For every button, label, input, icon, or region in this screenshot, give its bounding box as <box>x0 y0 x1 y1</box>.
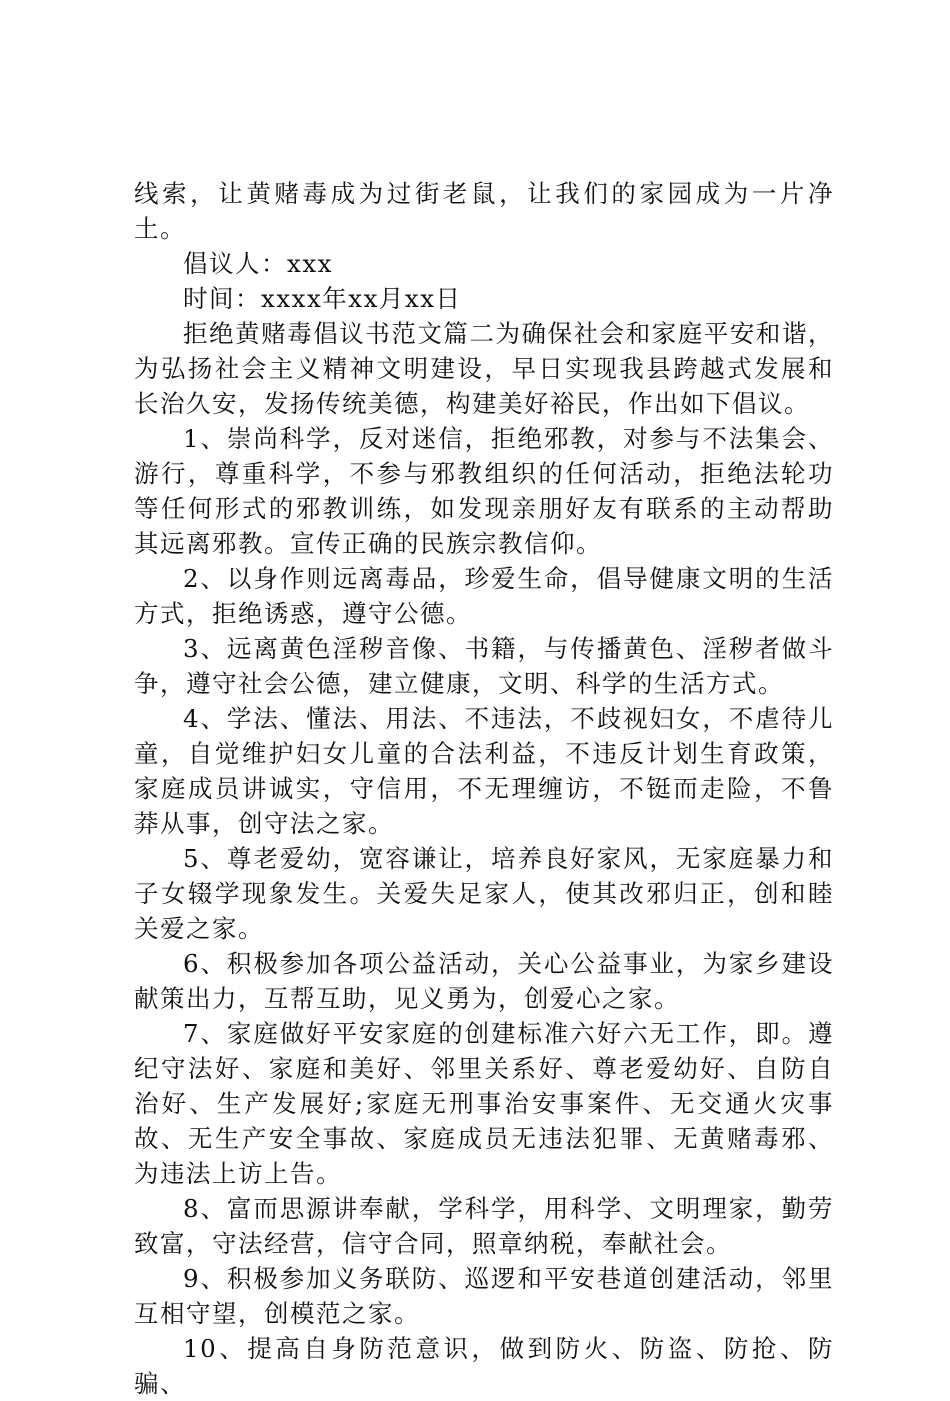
paragraph-item-8: 8、富而思源讲奉献，学科学，用科学、文明理家，勤劳致富，守法经营，信守合同，照章纳税，奉献社会。 <box>134 1194 834 1258</box>
paragraph-item-7: 7、家庭做好平安家庭的创建标准六好六无工作，即。遵纪守法好、家庭和美好、邻里关系好、尊老爱幼好、自防自治好、生产发展好;家庭无刑事治安事案件、无交通火灾事故、无生产安全事故、家庭成员无违法犯罪、无黄赌毒邪、为违法上访上告。 <box>134 1019 834 1188</box>
paragraph-item-9: 9、积极参加义务联防、巡逻和平安巷道创建活动，邻里互相守望，创模范之家。 <box>134 1264 834 1328</box>
paragraph-item-2: 2、以身作则远离毒品，珍爱生命，倡导健康文明的生活方式，拒绝诱惑，遵守公德。 <box>134 564 834 628</box>
paragraph-date: 时间：xxxx年xx月xx日 <box>183 284 462 313</box>
paragraph-intro: 拒绝黄赌毒倡议书范文篇二为确保社会和家庭平安和谐，为弘扬社会主义精神文明建设，早日实现我县跨越式发展和长治久安，发扬传统美德，构建美好裕民，作出如下倡议。 <box>134 319 834 418</box>
paragraph-item-4: 4、学法、懂法、用法、不违法，不歧视妇女，不虐待儿童，自觉维护妇女儿童的合法利益，不违反计划生育政策，家庭成员讲诚实，守信用，不无理缠访，不铤而走险，不鲁莽从事，创守法之家。 <box>134 704 834 838</box>
paragraph-proposer: 倡议人：xxx <box>183 249 333 278</box>
document-body <box>134 176 834 1401</box>
paragraph-item-3: 3、远离黄色淫秽音像、书籍，与传播黄色、淫秽者做斗争，遵守社会公德，建立健康，文明、科学的生活方式。 <box>134 634 834 698</box>
paragraph-item-10: 10、提高自身防范意识，做到防火、防盗、防抢、防骗、 <box>134 1334 834 1398</box>
paragraph-item-1: 1、崇尚科学，反对迷信，拒绝邪教，对参与不法集会、游行，尊重科学，不参与邪教组织的任何活动，拒绝法轮功等任何形式的邪教训练，如发现亲朋好友有联系的主动帮助其远离邪教。宣传正确的民族宗教信仰。 <box>134 424 834 558</box>
paragraph-item-5: 5、尊老爱幼，宽容谦让，培养良好家风，无家庭暴力和子女辍学现象发生。关爱失足家人，使其改邪归正，创和睦关爱之家。 <box>134 844 834 943</box>
paragraph-item-6: 6、积极参加各项公益活动，关心公益事业，为家乡建设献策出力，互帮互助，见义勇为，创爱心之家。 <box>134 949 834 1013</box>
paragraph-continuation: 线索，让黄赌毒成为过街老鼠，让我们的家园成为一片净土。 <box>134 179 834 243</box>
